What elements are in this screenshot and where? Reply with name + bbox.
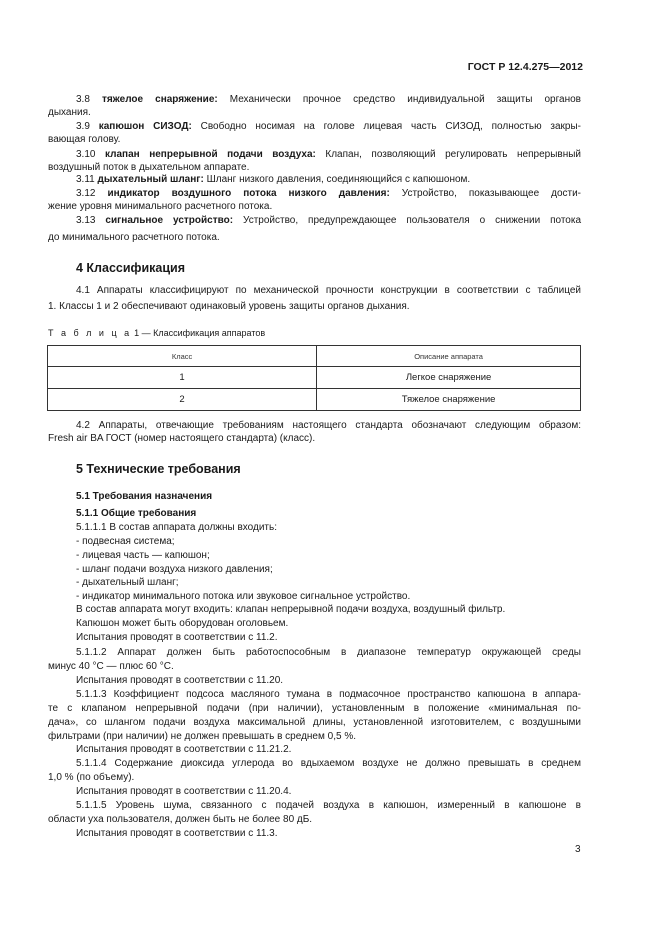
table-row bbox=[48, 389, 581, 411]
definition-3-9-line-1: 3.9 капюшон СИЗОД: Свободно носимая на голове лицевая часть СИЗОД, полностью закры- bbox=[76, 121, 581, 132]
body-line: те с клапаном непрерывной подачи (при наличии), установленным в положение «минимальная по- bbox=[48, 703, 581, 714]
definition-3-11-line-1: 3.11 дыхательный шланг: Шланг низкого давления, соединяющийся с капюшоном. bbox=[76, 174, 471, 185]
definition-3-10-line-1: 3.10 клапан непрерывной подачи воздуха: Клапан, позволяющий регулировать непрерывный bbox=[76, 149, 582, 160]
body-line: Испытания проводят в соответствии с 11.20. bbox=[76, 675, 284, 686]
body-line: Испытания проводят в соответствии с 11.2. bbox=[76, 632, 278, 643]
definition-3-8-line-2: дыхания. bbox=[48, 107, 91, 118]
body-line: Испытания проводят в соответствии с 11.21.2. bbox=[76, 744, 292, 755]
list-item: - подвесная система; bbox=[76, 536, 175, 547]
section-5-title: 5 Технические требования bbox=[76, 462, 241, 476]
list-item: - шланг подачи воздуха низкого давления; bbox=[76, 564, 273, 575]
table-cell: Тяжелое снаряжение bbox=[317, 389, 581, 411]
term: сигнальное устройство: bbox=[105, 215, 234, 226]
table-header-cell: Описание аппарата bbox=[317, 346, 581, 367]
table-header-row bbox=[48, 346, 581, 367]
body-line: 5.1.1.3 Коэффициент подсоса масляного тумана в подмасочное пространство капюшона в аппара- bbox=[76, 689, 581, 700]
definition-3-8-line-1: 3.8 тяжелое снаряжение: Механически прочное средство индивидуальной защиты органов bbox=[76, 94, 581, 105]
term: тяжелое снаряжение: bbox=[101, 94, 218, 105]
paragraph-4-2-line-1: 4.2 Аппараты, отвечающие требованиям настоящего стандарта обозначают следующим образом: bbox=[76, 420, 581, 431]
body-line: 5.1.1.5 Уровень шума, связанного с подачей воздуха в капюшон, измеренный в капюшоне в bbox=[76, 800, 581, 811]
table-cell: 2 bbox=[48, 389, 317, 411]
definition-3-10-line-2: воздушный поток в дыхательном аппарате. bbox=[48, 162, 250, 173]
term: клапан непрерывной подачи воздуха: bbox=[105, 149, 316, 160]
list-item: - индикатор минимального потока или звуковое сигнальное устройство. bbox=[76, 591, 411, 602]
paragraph-4-1-line-1: 4.1 Аппараты классифицируют по механической прочности конструкции в соответствии с таблицей bbox=[76, 285, 581, 296]
table-cell: Легкое снаряжение bbox=[317, 367, 581, 389]
table-cell: 1 bbox=[48, 367, 317, 389]
body-line: области уха пользователя, должен быть не более 80 дБ. bbox=[48, 814, 313, 825]
definition-3-12-line-2: жение уровня минимального расчетного потока. bbox=[48, 201, 273, 212]
table-row bbox=[48, 367, 581, 389]
definition-3-13-line-2: до минимального расчетного потока. bbox=[48, 232, 220, 243]
body-line: Испытания проводят в соответствии с 11.20.4. bbox=[76, 786, 292, 797]
body-line: 1,0 % (по объему). bbox=[48, 772, 135, 783]
page-number: 3 bbox=[575, 844, 581, 855]
body-line: дача», со шлангом подачи воздуха максимальной длины, установленной изготовителем, с воздушными bbox=[48, 717, 581, 728]
paragraph-4-1-line-2: 1. Классы 1 и 2 обеспечивают одинаковый уровень защиты органов дыхания. bbox=[48, 301, 410, 312]
document-header: ГОСТ Р 12.4.275—2012 bbox=[467, 61, 583, 73]
body-line: В состав аппарата могут входить: клапан непрерывной подачи воздуха, воздушный фильтр. bbox=[76, 604, 506, 615]
definition-3-13-line-1: 3.13 сигнальное устройство: Устройство, предупреждающее пользователя о снижении потока bbox=[76, 215, 582, 226]
body-line: фильтрами (при наличии) не должен превышать в среднем 0,5 %. bbox=[48, 731, 356, 742]
body-line: 5.1.1.2 Аппарат должен быть работоспособным в диапазоне температур окружающей среды bbox=[76, 647, 581, 658]
definition-3-9-line-2: вающая голову. bbox=[48, 134, 121, 145]
table-label: Т а б л и ц а bbox=[48, 328, 132, 338]
term: капюшон СИЗОД: bbox=[98, 121, 192, 132]
term: дыхательный шланг: bbox=[97, 174, 204, 185]
table-header-cell: Класс bbox=[48, 346, 317, 367]
table-caption: Т а б л и ц а 1 — Классификация аппаратов bbox=[48, 328, 266, 338]
body-line: 5.1.1.4 Содержание диоксида углерода во вдыхаемом воздухе не должно превышать в среднем bbox=[76, 758, 581, 769]
list-item: - лицевая часть — капюшон; bbox=[76, 550, 210, 561]
section-4-title: 4 Классификация bbox=[76, 261, 186, 275]
body-line: Капюшон может быть оборудован оголовьем. bbox=[76, 618, 289, 629]
term: индикатор воздушного потока низкого давления: bbox=[107, 188, 390, 199]
body-line: минус 40 °С — плюс 60 °С. bbox=[48, 661, 174, 672]
classification-table bbox=[47, 345, 581, 411]
body-line: 5.1.1.1 В состав аппарата должны входить: bbox=[76, 522, 277, 533]
body-line: Испытания проводят в соответствии с 11.3. bbox=[76, 828, 278, 839]
paragraph-4-2-line-2: Fresh air BA ГОСТ (номер настоящего стандарта) (класс). bbox=[48, 433, 316, 444]
subsection-5-1-title: 5.1 Требования назначения bbox=[76, 491, 213, 502]
list-item: - дыхательный шланг; bbox=[76, 577, 179, 588]
subsection-5-1-1-title: 5.1.1 Общие требования bbox=[76, 508, 197, 519]
definition-3-12-line-1: 3.12 индикатор воздушного потока низкого давления: Устройство, показывающее дости- bbox=[76, 188, 581, 199]
